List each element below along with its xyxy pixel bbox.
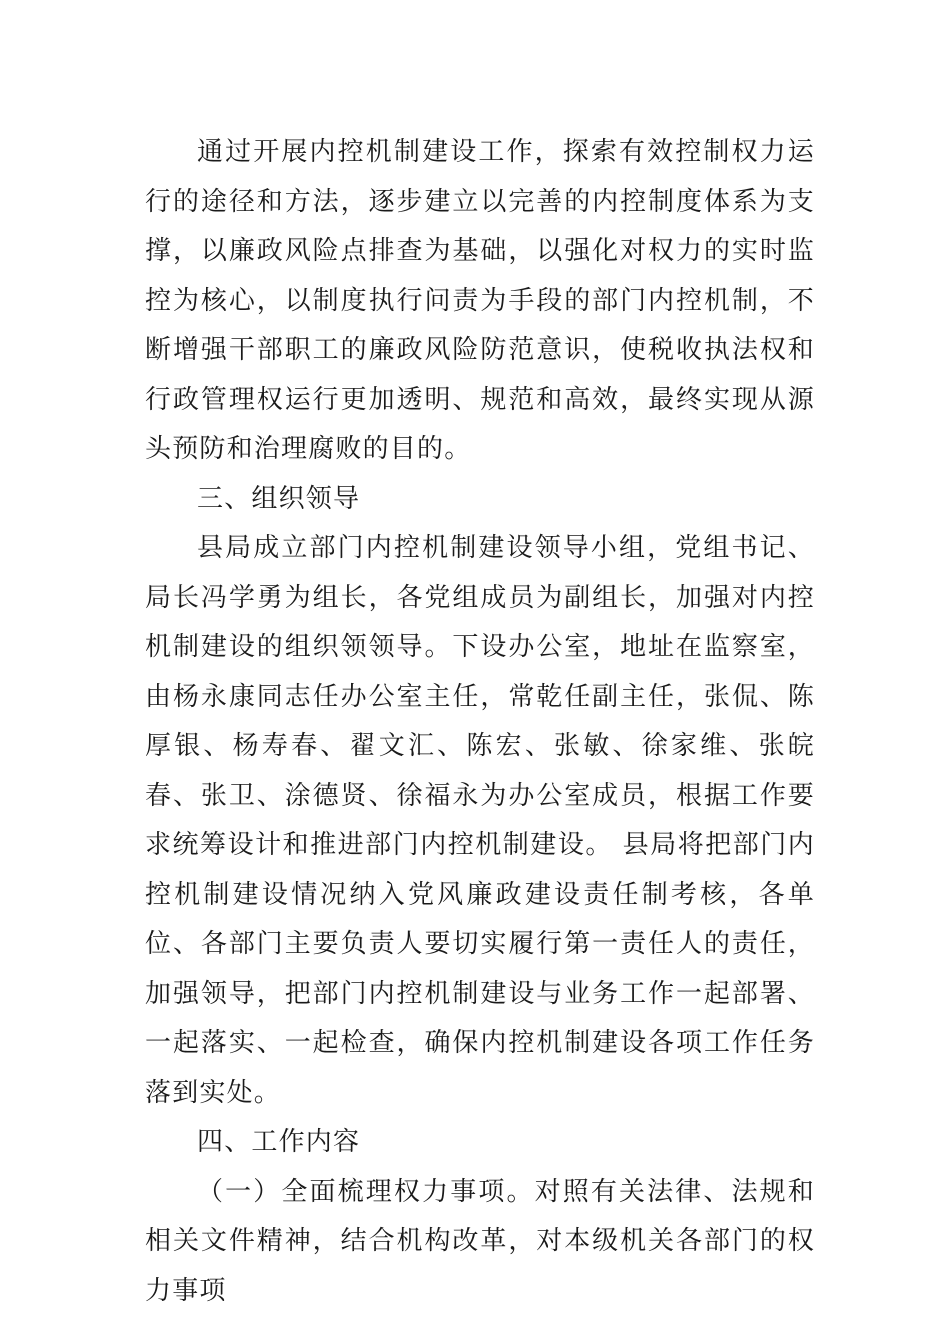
section-heading-organization: 三、组织领导 bbox=[197, 483, 361, 514]
paragraph-goal: 通过开展内控机制建设工作，探索有效控制权力运行的途径和方法，逐步建立以完善的内控制度体系为支撑，以廉政风险点排查为基础，以强化对权力的实时监控为核心，以制度执行问责为手段的部门内控机制，不断增强干部职工的廉政风险防范意识，使税收执法权和行政管理权运行更加透明、规范和高效，最终实现从源头预防和治理腐败的目的。 bbox=[145, 137, 815, 464]
section-heading-work-content: 四、工作内容 bbox=[197, 1127, 361, 1157]
paragraph-work-content: （一）全面梳理权力事项。对照有关法律、法规和相关文件精神，结合机构改革，对本级机关各部门的权力事项 bbox=[145, 1176, 815, 1306]
paragraph-organization: 县局成立部门内控机制建设领导小组，党组书记、局长冯学勇为组长，各党组成员为副组长，加强对内控机制建设的组织领领导。下设办公室，地址在监察室，由杨永康同志任办公室主任，常乾任副主任，张侃、陈厚银、杨寿春、翟文汇、陈宏、张敏、徐家维、张皖春、张卫、涂德贤、徐福永为办公室成员，根据工作要求统筹设计和推进部门内控机制建设。 县局将把部门内控机制建设情况纳入党风廉政建设责任制考核，各单位、各部门主要负责人要切实履行第一责任人的责任，加强领导，把部门内控机制建设与业务工作一起部署、一起落实、一起检查，确保内控机制建设各项工作任务落到实处。 bbox=[145, 533, 815, 1108]
document-body bbox=[145, 128, 815, 1316]
